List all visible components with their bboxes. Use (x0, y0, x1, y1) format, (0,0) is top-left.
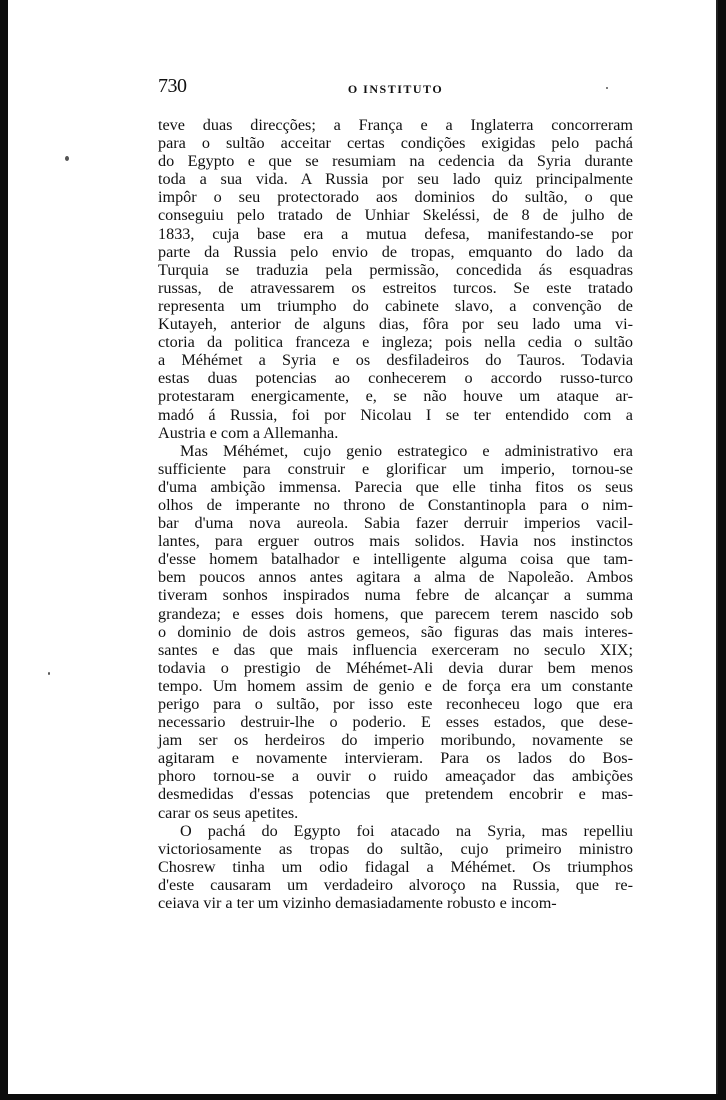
text-line: Austria e com a Allemanha. (158, 423, 339, 442)
paragraph (158, 116, 633, 442)
text-line: todavia o prestigio de Méhémet-Ali devia durar bem menos (158, 658, 633, 677)
text-line: victoriosamente as tropas do sultão, cujo primeiro ministro (158, 839, 633, 858)
text-line: 1833, cuja base era a mutua defesa, manifestando-se por (158, 224, 633, 243)
text-line: santes e das que mais influencia exerceram no seculo XIX; (158, 640, 633, 659)
page-header (158, 75, 633, 101)
text-line: olhos de imperante no throno de Constantinopla para o nim- (158, 495, 633, 514)
text-line: bem poucos annos antes agitara a alma de Napoleão. Ambos (158, 568, 633, 587)
text-line: Mas Méhémet, cujo genio estrategico e administrativo era (180, 441, 633, 460)
text-line: russas, de atravessarem os estreitos turcos. Se este tratado (158, 278, 633, 297)
text-line: agitaram e novamente intervieram. Para os lados do Bos- (158, 749, 633, 768)
text-line: carar os seus apetites. (158, 803, 299, 822)
paragraph (158, 822, 633, 912)
scan-speck (65, 156, 69, 161)
text-line: do Egypto e que se resumiam na cedencia da Syria durante (158, 152, 633, 171)
text-line: d'uma ambição immensa. Parecia que elle tinha fitos os seus (158, 477, 633, 496)
text-line: o dominio de dois astros gemeos, são figuras das mais interes- (158, 622, 633, 641)
paragraph (158, 442, 633, 822)
text-line: Kutayeh, anterior de alguns dias, fôra por seu lado uma vi- (158, 315, 633, 334)
text-line: Turquia se traduzia pela permissão, concedida ás esquadras (158, 260, 633, 279)
text-line: bar d'uma nova aureola. Sabia fazer derruir imperios vacil- (158, 514, 633, 533)
text-line: lantes, para erguer outros mais solidos. Havia nos instinctos (158, 532, 633, 551)
text-line: necessario destruir-lhe o poderio. E esses estados, que dese- (158, 713, 633, 732)
text-line: impôr o seu protectorado aos dominios do sultão, o que (158, 188, 633, 207)
text-line: jam ser os herdeiros do imperio moribundo, novamente se (158, 731, 633, 750)
running-title: O INSTITUTO (347, 82, 444, 96)
text-line: representa um triumpho do cabinete slavo, a convenção de (158, 296, 633, 315)
text-line: conseguiu pelo tratado de Unhiar Skeléssi, de 8 de julho de (158, 206, 633, 225)
text-line: grandeza; e esses dois homens, que parecem terem nascido sob (158, 604, 633, 623)
text-line: desmedidas d'essas potencias que pretendem encobrir e mas- (158, 785, 633, 804)
text-line: estas duas potencias ao conhecerem o accordo russo-turco (158, 369, 633, 388)
text-line: sufficiente para construir e glorificar um imperio, tornou-se (158, 459, 633, 478)
text-line: parte da Russia pelo envio de tropas, emquanto do lado da (158, 242, 633, 261)
text-line: teve duas direcções; a França e a Inglaterra concorreram (158, 116, 633, 134)
text-line: protestaram energicamente, e, se não houve um ataque ar- (158, 387, 633, 406)
body-text (158, 116, 633, 912)
text-line: tiveram sonhos inspirados numa febre de alcançar a summa (158, 586, 633, 605)
scan-speck (48, 672, 50, 675)
text-line: a Méhémet a Syria e os desfiladeiros do Tauros. Todavia (158, 351, 633, 370)
text-line: phoro tornou-se a ouvir o ruido ameaçador das ambições (158, 767, 633, 786)
text-line: d'este causaram um verdadeiro alvoroço na Russia, que re- (158, 875, 633, 894)
text-line: ctoria da politica franceza e ingleza; pois nella cedia o sultão (158, 333, 633, 352)
page-number: 730 (158, 75, 187, 97)
scan-speck (606, 87, 608, 89)
text-line: Chosrew tinha um odio fidagal a Méhémet. Os triumphos (158, 857, 633, 876)
text-line: d'esse homem batalhador e intelligente alguma coisa que tam- (158, 550, 633, 569)
text-line: toda a sua vida. A Russia por seu lado quiz principalmente (158, 170, 633, 189)
book-page (8, 0, 718, 1094)
text-line: O pachá do Egypto foi atacado na Syria, mas repelliu (180, 821, 633, 840)
text-line: perigo para o sultão, por isso este reconheceu logo que era (158, 695, 633, 713)
text-line: tempo. Um homem assim de genio e de força era um constante (158, 676, 633, 695)
text-line: para o sultão acceitar certas condições exigidas pelo pachá (158, 134, 633, 153)
text-line: ceiava vir a ter um vizinho demasiadamente robusto e incom- (158, 894, 557, 913)
text-line: madó á Russia, foi por Nicolau I se ter entendido com a (158, 405, 633, 424)
